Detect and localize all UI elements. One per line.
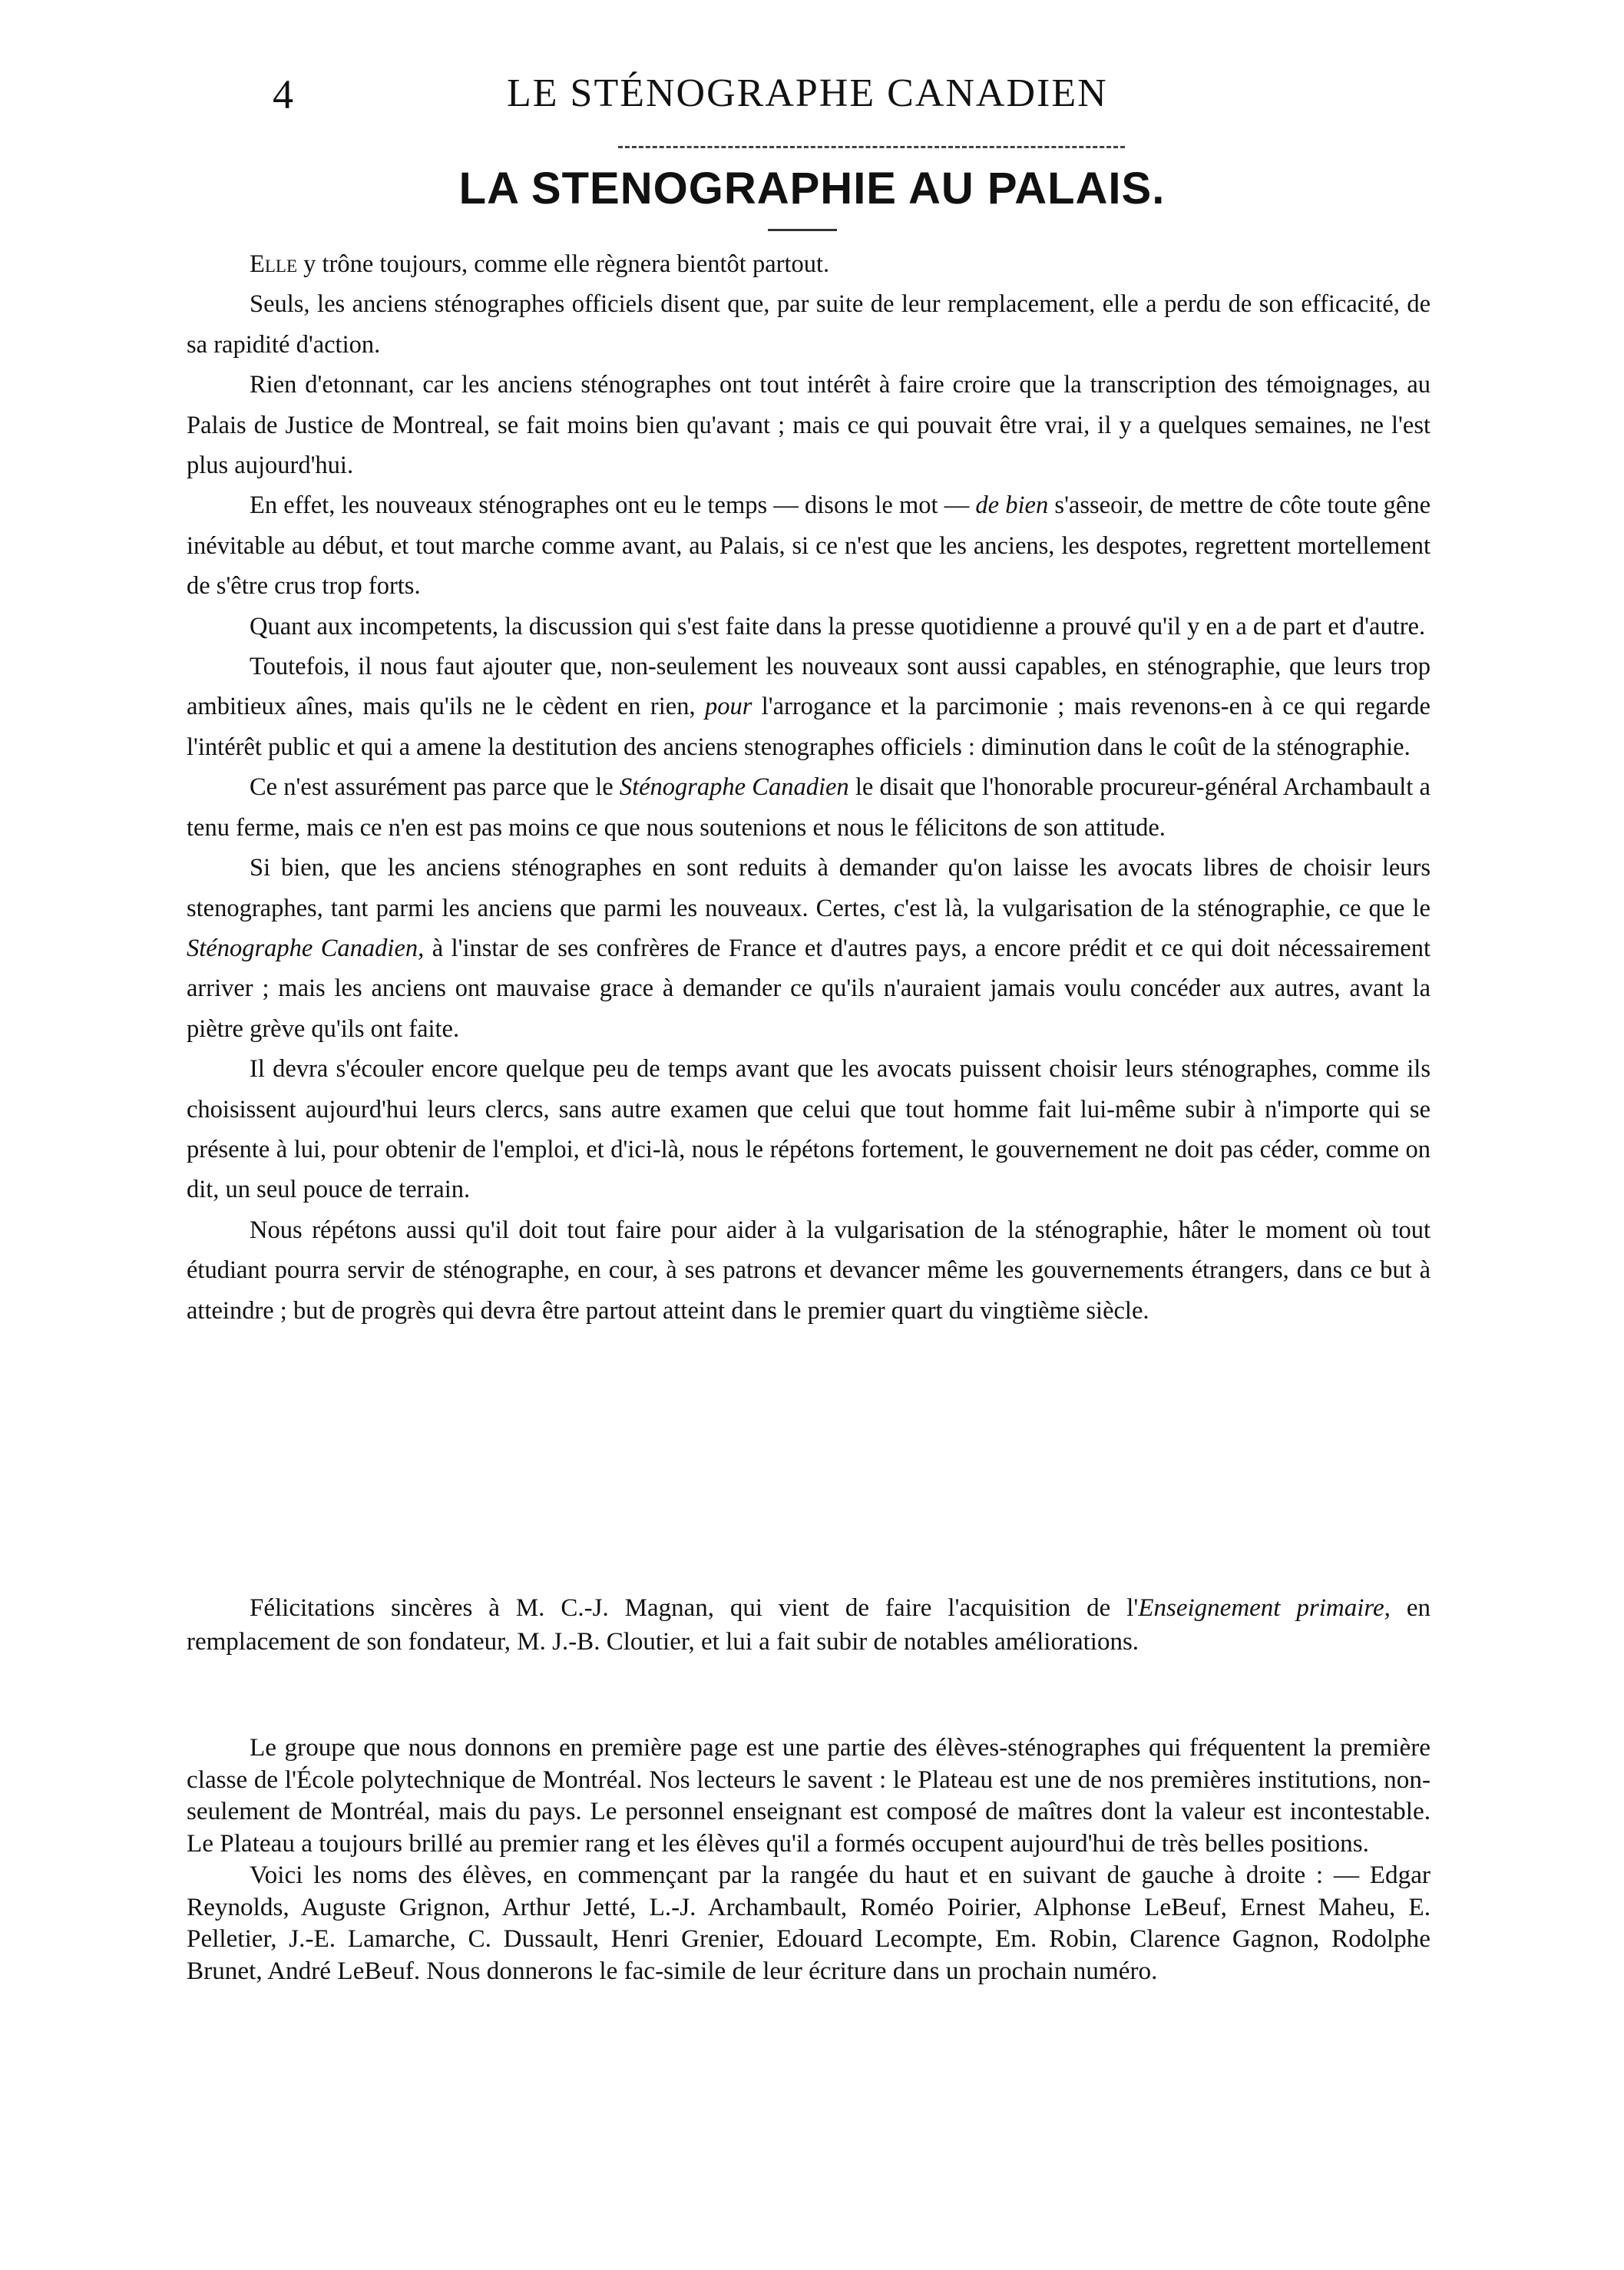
paragraph: [187, 485, 1431, 606]
paragraph-text: Ce n'est assurément pas parce que le: [250, 773, 620, 802]
page-header: [273, 71, 1394, 132]
running-head: LE STÉNOGRAPHE CANADIEN: [507, 71, 1108, 115]
italic-text: de bien: [975, 491, 1049, 520]
title-divider: [768, 229, 837, 231]
paragraph: Le groupe que nous donnons en première page est une partie des élèves-sténographes qui fréquentent la première classe de l'École polytechnique de Montréal. Nos lecteurs le savent : le Plateau est une de nos premières institutions, non-seulement de Montréal, mais du pays. Le personnel enseignant est composé de maîtres dont la valeur est incontestable. Le Plateau a toujours brillé au premier rang et les élèves qu'il a formés occupent aujourd'hui de très belles positions.: [187, 1733, 1431, 1858]
paragraph: Quant aux incompetents, la discussion qui s'est faite dans la presse quotidienne a prouvé qu'il y en a de part et d'autre.: [250, 612, 1426, 640]
paragraph-text: Félicitations sincères à M. C.-J. Magnan, qui vient de faire l'acquisition de l': [250, 1594, 1139, 1622]
publication-title: Sténographe Canadien: [619, 773, 849, 802]
paragraph-text: Toutefois, il nous faut ajouter que, non-seulement les nouveaux sont aussi capables, en sténographie, que leurs trop ambitieux aînes, mais qu'ils ne le cèdent en rien,: [187, 653, 1431, 721]
paragraph: Nous répétons aussi qu'il doit tout faire pour aider à la vulgarisation de la sténographie, hâter le moment où tout étudiant pourra servir de sténographe, en cour, à ses patrons et devancer même les gouvernements étrangers, dans ce but à atteindre ; but de progrès qui devra être partout atteint dans le premier quart du vingtième siècle.: [187, 1216, 1431, 1325]
article-body: [187, 244, 1431, 1331]
paragraph-text: En effet, les nouveaux sténographes ont eu le temps — disons le mot —: [250, 491, 976, 520]
paragraph-text: à l'instar de ses confrères de France et d'autres pays, a encore prédit et ce qui doit nécessairement arriver ; mais les anciens ont mauvaise grace à demander ce qu'ils n'auraient jamais voulu concéder aux autres, avant la piètre grève qu'ils ont faite.: [187, 934, 1431, 1043]
paragraph-text: Si bien, que les anciens sténographes en sont reduits à demander qu'on laisse les avocats libres de choisir leurs stenographes, tant parmi les anciens que parmi les nouveaux. Certes, c'est là, la vulgarisation de la sténographie, ce que le: [187, 854, 1431, 922]
notice-magnan: [187, 1591, 1431, 1659]
italic-text: pour: [704, 693, 752, 721]
paragraph: Il devra s'écouler encore quelque peu de temps avant que les avocats puissent choisir leurs sténographes, comme ils choisissent aujourd'hui leurs clercs, sans autre examen que celui que tout homme fait lui-même subir à n'importe qui se présente à lui, pour obtenir de l'emploi, et d'ici-là, nous le répétons fortement, le gouvernement ne doit pas céder, comme on dit, un seul pouce de terrain.: [187, 1055, 1431, 1204]
paragraph: Voici les noms des élèves, en commençant par la rangée du haut et en suivant de gauche à droite : — Edgar Reynolds, Auguste Grignon, Arthur Jetté, L.-J. Archambault, Roméo Poirier, Alphonse LeBeuf, Ernest Maheu, E. Pelletier, J.-E. Lamarche, C. Dussault, Henri Grenier, Edouard Lecompte, Em. Robin, Clarence Gagnon, Rodolphe Brunet, André LeBeuf. Nous donnerons le fac-simile de leur écriture dans un prochain numéro.: [187, 1861, 1431, 1985]
paragraph: [187, 244, 1431, 284]
paragraph: [187, 848, 1431, 1049]
paragraph-text: s'asseoir, de mettre de côte toute gêne inévitable au début, et tout marche comme avant, au Palais, si ce n'est que les anciens, les despotes, regrettent mortellement de s'être crus trop forts.: [187, 491, 1431, 601]
publication-title: Sténographe Canadien,: [187, 934, 425, 962]
paragraph: Seuls, les anciens sténographes officiels disent que, par suite de leur remplacement, elle a perdu de son efficacité, de sa rapidité d'action.: [187, 290, 1431, 359]
notice-group-photo: [187, 1732, 1431, 1987]
lead-word: Elle: [250, 250, 298, 278]
paragraph-text: en remplacement de son fondateur, M. J.-B. Cloutier, et lui a fait subir de notables améliorations.: [187, 1594, 1431, 1656]
paragraph-text: y trône toujours, comme elle règnera bientôt partout.: [297, 250, 830, 278]
paragraph: [187, 1591, 1431, 1659]
paragraph: [187, 767, 1431, 848]
paragraph: Rien d'etonnant, car les anciens sténographes ont tout intérêt à faire croire que la transcription des témoignages, au Palais de Justice de Montreal, se fait moins bien qu'avant ; mais ce qui pouvait être vrai, il y a quelques semaines, ne l'est plus aujourd'hui.: [187, 371, 1431, 480]
paragraph-text: le disait que l'honorable procureur-général Archambault a tenu ferme, mais ce n'en est pas moins ce que nous soutenions et nous le félicitons de son attitude.: [187, 773, 1431, 842]
article-title: LA STENOGRAPHIE AU PALAIS.: [458, 164, 1166, 213]
page-number: 4: [273, 71, 293, 117]
publication-title: Enseignement primaire,: [1138, 1594, 1391, 1622]
header-divider: [618, 146, 1125, 148]
paragraph: [187, 647, 1431, 767]
paragraph-text: l'arrogance et la parcimonie ; mais revenons-en à ce qui regarde l'intérêt public et qui a amene la destitution des anciens stenographes officiels : diminution dans le coût de la sténographie.: [187, 693, 1431, 761]
